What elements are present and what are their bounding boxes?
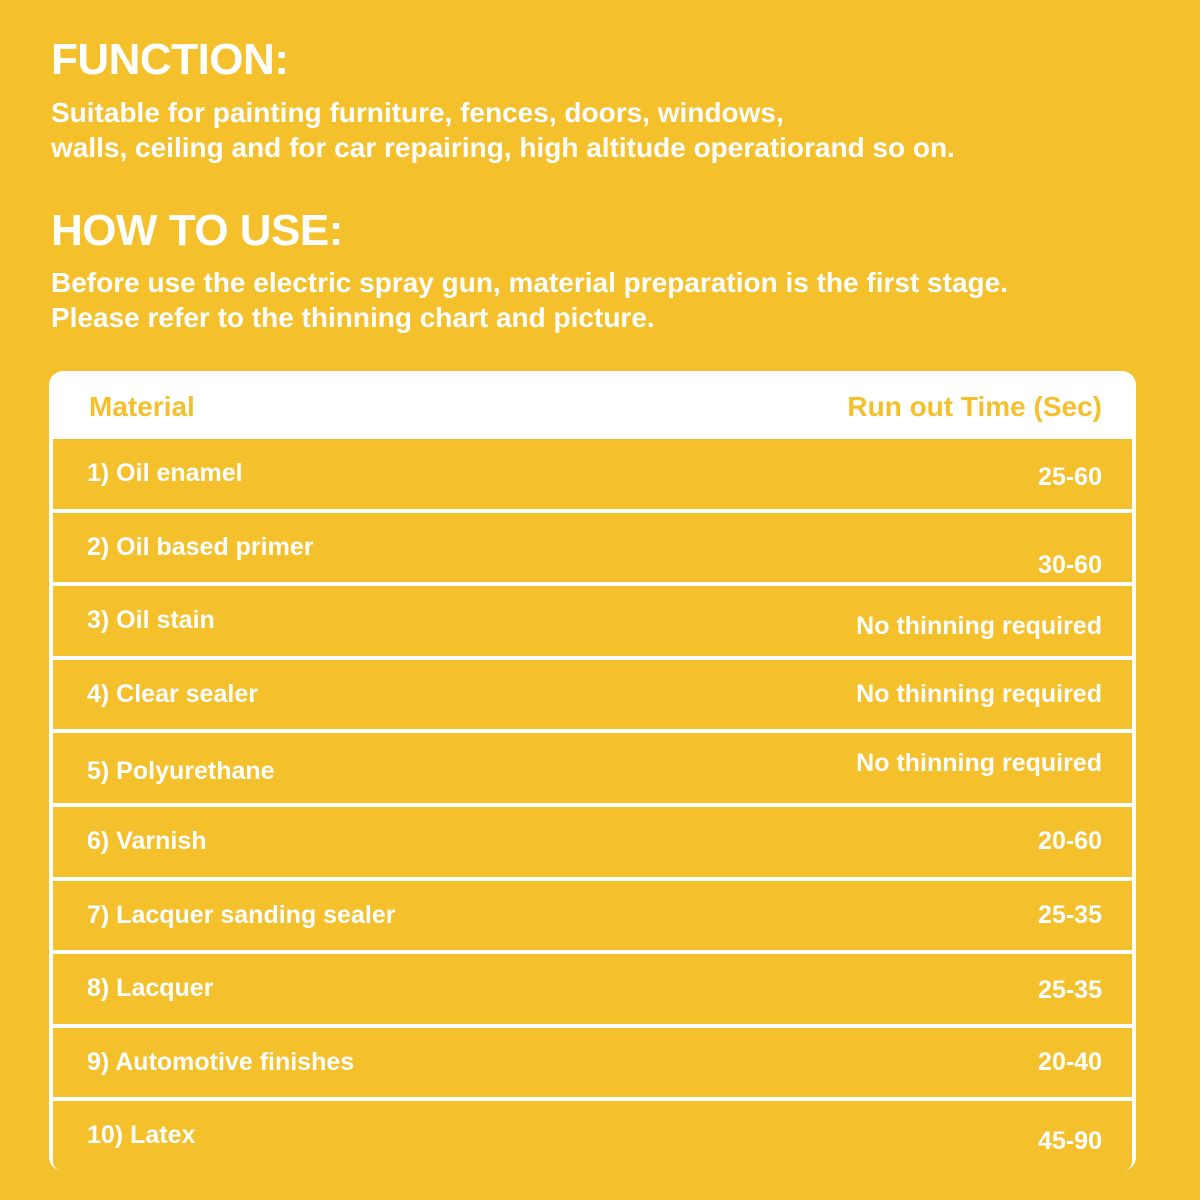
material-cell: 4) Clear sealer — [87, 679, 258, 708]
run-out-time-cell: No thinning required — [856, 679, 1102, 708]
run-out-time-cell: 25-35 — [1038, 900, 1102, 929]
run-out-time-column-header: Run out Time (Sec) — [847, 391, 1102, 422]
material-cell: 8) Lacquer — [87, 974, 214, 1003]
material-cell: 2) Oil based primer — [87, 532, 314, 561]
run-out-time-cell: 20-40 — [1038, 1047, 1102, 1076]
table-row — [53, 1028, 1132, 1098]
function-heading: FUNCTION: — [51, 35, 289, 84]
run-out-time-cell: 30-60 — [1038, 550, 1102, 579]
function-line: Suitable for painting furniture, fences, doors, windows, — [51, 97, 784, 128]
table-row — [53, 586, 1132, 656]
table-row — [53, 439, 1132, 509]
run-out-time-cell: 20-60 — [1038, 826, 1102, 855]
how-to-use-line: Before use the electric spray gun, material preparation is the first stage. — [51, 267, 1008, 298]
how-to-use-line: Please refer to the thinning chart and picture. — [51, 302, 655, 333]
material-column-header: Material — [89, 391, 195, 422]
how-to-use-heading: HOW TO USE: — [51, 206, 343, 255]
material-cell: 1) Oil enamel — [87, 459, 243, 487]
function-line: walls, ceiling and for car repairing, high altitude operatiorand so on. — [51, 132, 955, 163]
how-to-use-text — [51, 265, 1140, 335]
table-row — [53, 881, 1132, 951]
run-out-time-cell: No thinning required — [856, 749, 1102, 778]
table-body — [53, 439, 1132, 1171]
material-cell: 9) Automotive finishes — [87, 1047, 355, 1076]
run-out-time-cell: 25-35 — [1038, 976, 1102, 1005]
material-cell: 5) Polyurethane — [87, 757, 275, 786]
table-row — [53, 1101, 1132, 1171]
material-cell: 7) Lacquer sanding sealer — [87, 900, 396, 929]
material-cell: 3) Oil stain — [87, 606, 215, 635]
material-cell: 10) Latex — [87, 1121, 196, 1150]
material-cell: 6) Varnish — [87, 826, 207, 855]
run-out-time-cell: No thinning required — [856, 612, 1102, 641]
table-header — [53, 371, 1132, 439]
table-row — [53, 733, 1132, 803]
table-row — [53, 807, 1132, 877]
table-row — [53, 513, 1132, 583]
thinning-chart-table — [49, 371, 1136, 1171]
run-out-time-cell: 25-60 — [1038, 463, 1102, 491]
table-row — [53, 954, 1132, 1024]
run-out-time-cell: 45-90 — [1038, 1127, 1102, 1156]
table-row — [53, 660, 1132, 730]
function-text — [51, 95, 1140, 165]
